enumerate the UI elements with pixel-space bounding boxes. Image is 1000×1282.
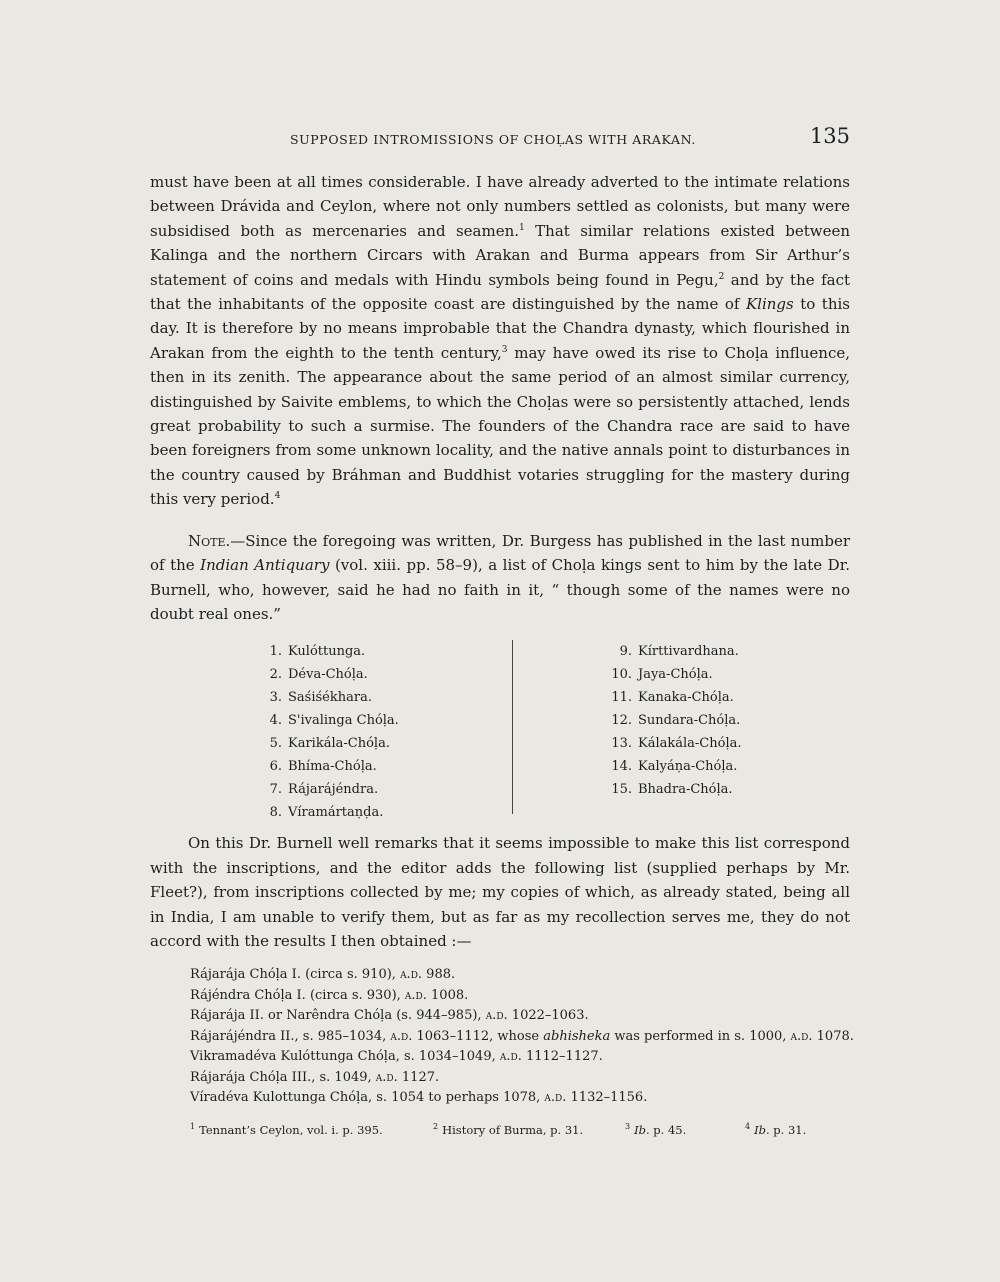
footnote-text: p. 45.	[649, 1122, 687, 1137]
reign-list	[150, 965, 854, 1109]
reign-text: Rájarája II. or Narêndra Chóḷa (s. 944–985),	[190, 1008, 486, 1024]
king-name: Sundara-Chóḷa.	[638, 713, 741, 729]
reign-years: 1132–1156.	[566, 1090, 648, 1106]
reign-years: 1112–1127.	[521, 1049, 603, 1065]
page-header	[150, 124, 850, 154]
list-item	[190, 1068, 850, 1089]
item-number: 4.	[269, 713, 282, 729]
king-list-right	[600, 640, 742, 801]
footnote	[433, 1123, 583, 1137]
king-name: Kálakála-Chóḷa.	[638, 736, 742, 752]
king-lists	[150, 640, 850, 821]
text-segment: (vol. xiii. pp. 58–9), a list of Choḷa kings sent to him by the late Dr. Burnell, who, however, said he had no faith in it, “ though some of the names were no doubt real ones.”	[150, 556, 851, 623]
list-item	[600, 640, 742, 663]
footnote-mark: 4	[745, 1122, 751, 1132]
footnote-mark: 3	[625, 1122, 631, 1132]
item-number: 13.	[611, 736, 632, 752]
list-item	[250, 778, 399, 801]
body-text	[150, 170, 854, 1143]
footnote-text: p. 31.	[769, 1122, 807, 1137]
item-number: 10.	[611, 667, 632, 683]
king-name: Bhadra-Chóḷa.	[638, 782, 733, 798]
reign-years: 1078.	[812, 1028, 854, 1044]
list-item	[600, 778, 742, 801]
page-number: 135	[809, 124, 850, 148]
era-abbrev: a.d.	[485, 1008, 508, 1024]
footnote	[190, 1123, 383, 1137]
era-abbrev: a.d.	[499, 1049, 522, 1065]
reign-years: 1127.	[397, 1069, 440, 1085]
king-name: Déva-Chóḷa.	[288, 667, 368, 683]
item-number: 8.	[269, 805, 282, 821]
text-segment: to this day. It is therefore by no means improbable that the Chandra dynasty, which flourished in Arakan from the eighth to the tenth century,	[150, 295, 850, 362]
king-name: S'ivalinga Chóḷa.	[288, 713, 399, 729]
era-abbrev: a.d.	[390, 1028, 413, 1044]
footnotes	[150, 1123, 850, 1143]
item-number: 14.	[611, 759, 632, 775]
king-name: Kírttivardhana.	[638, 644, 739, 660]
reign-text: Rájéndra Chóḷa I. (circa s. 930),	[190, 987, 405, 1003]
list-item	[250, 709, 399, 732]
list-item	[250, 732, 399, 755]
era-abbrev: a.d.	[790, 1028, 813, 1044]
text-segment: may have owed its rise to Choḷa influence, then in its zenith. The appearance about the same period of an almost similar currency, distinguished by Saivite emblems, to which the Choḷas were so persistently attached, lends great probability to such a surmise. The founders of the Chandra race are said to have been foreigners from some unknown locality, and the native annals point to disturbances in the country caused by Bráhman and Buddhist votaries struggling for the mastery during this very period.	[150, 343, 850, 509]
king-name: Kulóttunga.	[288, 644, 366, 660]
footnote-ibid: Ib.	[754, 1122, 770, 1137]
footnote-text: Tennant’s Ceylon, vol. i. p. 395.	[199, 1122, 383, 1137]
list-item	[190, 986, 850, 1007]
king-name: Rájarájéndra.	[288, 782, 379, 798]
list-item	[600, 755, 742, 778]
item-number: 6.	[269, 759, 282, 775]
italic-term: abhisheka	[543, 1028, 611, 1044]
list-item	[600, 663, 742, 686]
reign-text: was performed in s. 1000,	[610, 1028, 791, 1044]
column-divider	[512, 640, 513, 814]
era-abbrev: a.d.	[544, 1090, 567, 1106]
reign-years: 1022–1063.	[507, 1008, 589, 1024]
reign-text: Vikramadéva Kulóttunga Chóḷa, s. 1034–1049,	[190, 1049, 500, 1065]
list-item	[600, 686, 742, 709]
king-name: Kalyáṇa-Chóḷa.	[638, 759, 738, 775]
item-number: 1.	[269, 644, 282, 660]
main-paragraph	[150, 170, 850, 512]
footnote	[745, 1123, 806, 1137]
list-item	[600, 709, 742, 732]
list-item	[190, 1088, 850, 1109]
note-paragraph	[150, 529, 850, 627]
king-list-left	[250, 640, 399, 824]
item-number: 11.	[611, 690, 632, 706]
reign-years: 1063–1112, whose	[412, 1028, 544, 1044]
text-segment: That similar relations existed between Kalinga and the northern Circars with Arakan and Burma appears from Sir Arthur’s statement of coins and medals with Hindu symbols being found in Pegu,	[150, 221, 850, 289]
item-number: 15.	[611, 782, 632, 798]
list-item	[250, 640, 399, 663]
reign-text: Rájarája Chóḷa I. (circa s. 910),	[190, 967, 401, 983]
footnote-mark: 1	[190, 1122, 196, 1132]
footnote-ibid: Ib.	[634, 1122, 650, 1137]
item-number: 3.	[269, 690, 282, 706]
text-segment: must have been at all times considerable. I have already adverted to the intimate relations between Drávida and Ceylon, where not only numbers settled as colonists, but many were subsidised both as mercenaries and seamen.	[150, 173, 850, 240]
reign-text: Rájarája Chóḷa III., s. 1049,	[190, 1069, 376, 1085]
running-title: SUPPOSED INTROMISSIONS OF CHOḶAS WITH ARAKAN.	[290, 132, 696, 147]
king-name: Víramártaṇḍa.	[288, 805, 384, 821]
journal-title: Indian Antiquary	[200, 556, 330, 575]
item-number: 7.	[269, 782, 282, 798]
list-item	[190, 1047, 850, 1068]
list-item	[190, 965, 850, 986]
list-item	[250, 801, 399, 824]
era-abbrev: a.d.	[375, 1069, 398, 1085]
footnote	[625, 1123, 686, 1137]
list-item	[250, 686, 399, 709]
note-label: Note.	[188, 531, 231, 550]
reign-text: Rájarájéndra II., s. 985–1034,	[190, 1028, 391, 1044]
era-abbrev: a.d.	[404, 987, 427, 1003]
remarks-paragraph: On this Dr. Burnell well remarks that it seems impossible to make this list correspond with the inscriptions, and the editor adds the following list (supplied perhaps by Mr. Fleet?), from inscriptions collected by me; my copies of which, as already stated, being all in India, I am unable to verify them, but as far as my recollection serves me, they do not accord with the results I then obtained :—	[150, 834, 850, 950]
list-item	[190, 1027, 854, 1048]
list-item	[250, 755, 399, 778]
era-abbrev: a.d.	[400, 967, 423, 983]
item-number: 2.	[269, 667, 282, 683]
king-name: Jaya-Chóḷa.	[638, 667, 713, 683]
list-item	[190, 1006, 850, 1027]
list-item	[250, 663, 399, 686]
king-name: Bhíma-Chóḷa.	[288, 759, 377, 775]
footnote-text: History of Burma, p. 31.	[442, 1122, 584, 1137]
footnote-ref: 1	[519, 222, 525, 233]
reign-years: 988.	[422, 967, 456, 983]
list-item	[600, 732, 742, 755]
footnote-ref: 4	[274, 491, 281, 502]
text-segment: —Since the foregoing was written, Dr. Burgess has published in the last number of the	[150, 531, 850, 575]
item-number: 5.	[269, 736, 282, 752]
item-number: 9.	[619, 644, 632, 660]
reign-years: 1008.	[426, 987, 469, 1003]
king-name: Saśiśékhara.	[288, 690, 372, 706]
footnote-ref: 2	[718, 271, 725, 282]
reign-text: Víradéva Kulottunga Chóḷa, s. 1054 to perhaps 1078,	[190, 1090, 545, 1106]
footnote-ref: 3	[501, 344, 508, 355]
italic-term: Klings	[745, 295, 794, 314]
item-number: 12.	[611, 713, 632, 729]
king-name: Kanaka-Chóḷa.	[638, 690, 734, 706]
footnote-mark: 2	[433, 1122, 439, 1132]
text-segment: and by the fact that the inhabitants of the opposite coast are distinguished by the name of	[150, 270, 851, 314]
king-name: Karikála-Chóḷa.	[288, 736, 390, 752]
